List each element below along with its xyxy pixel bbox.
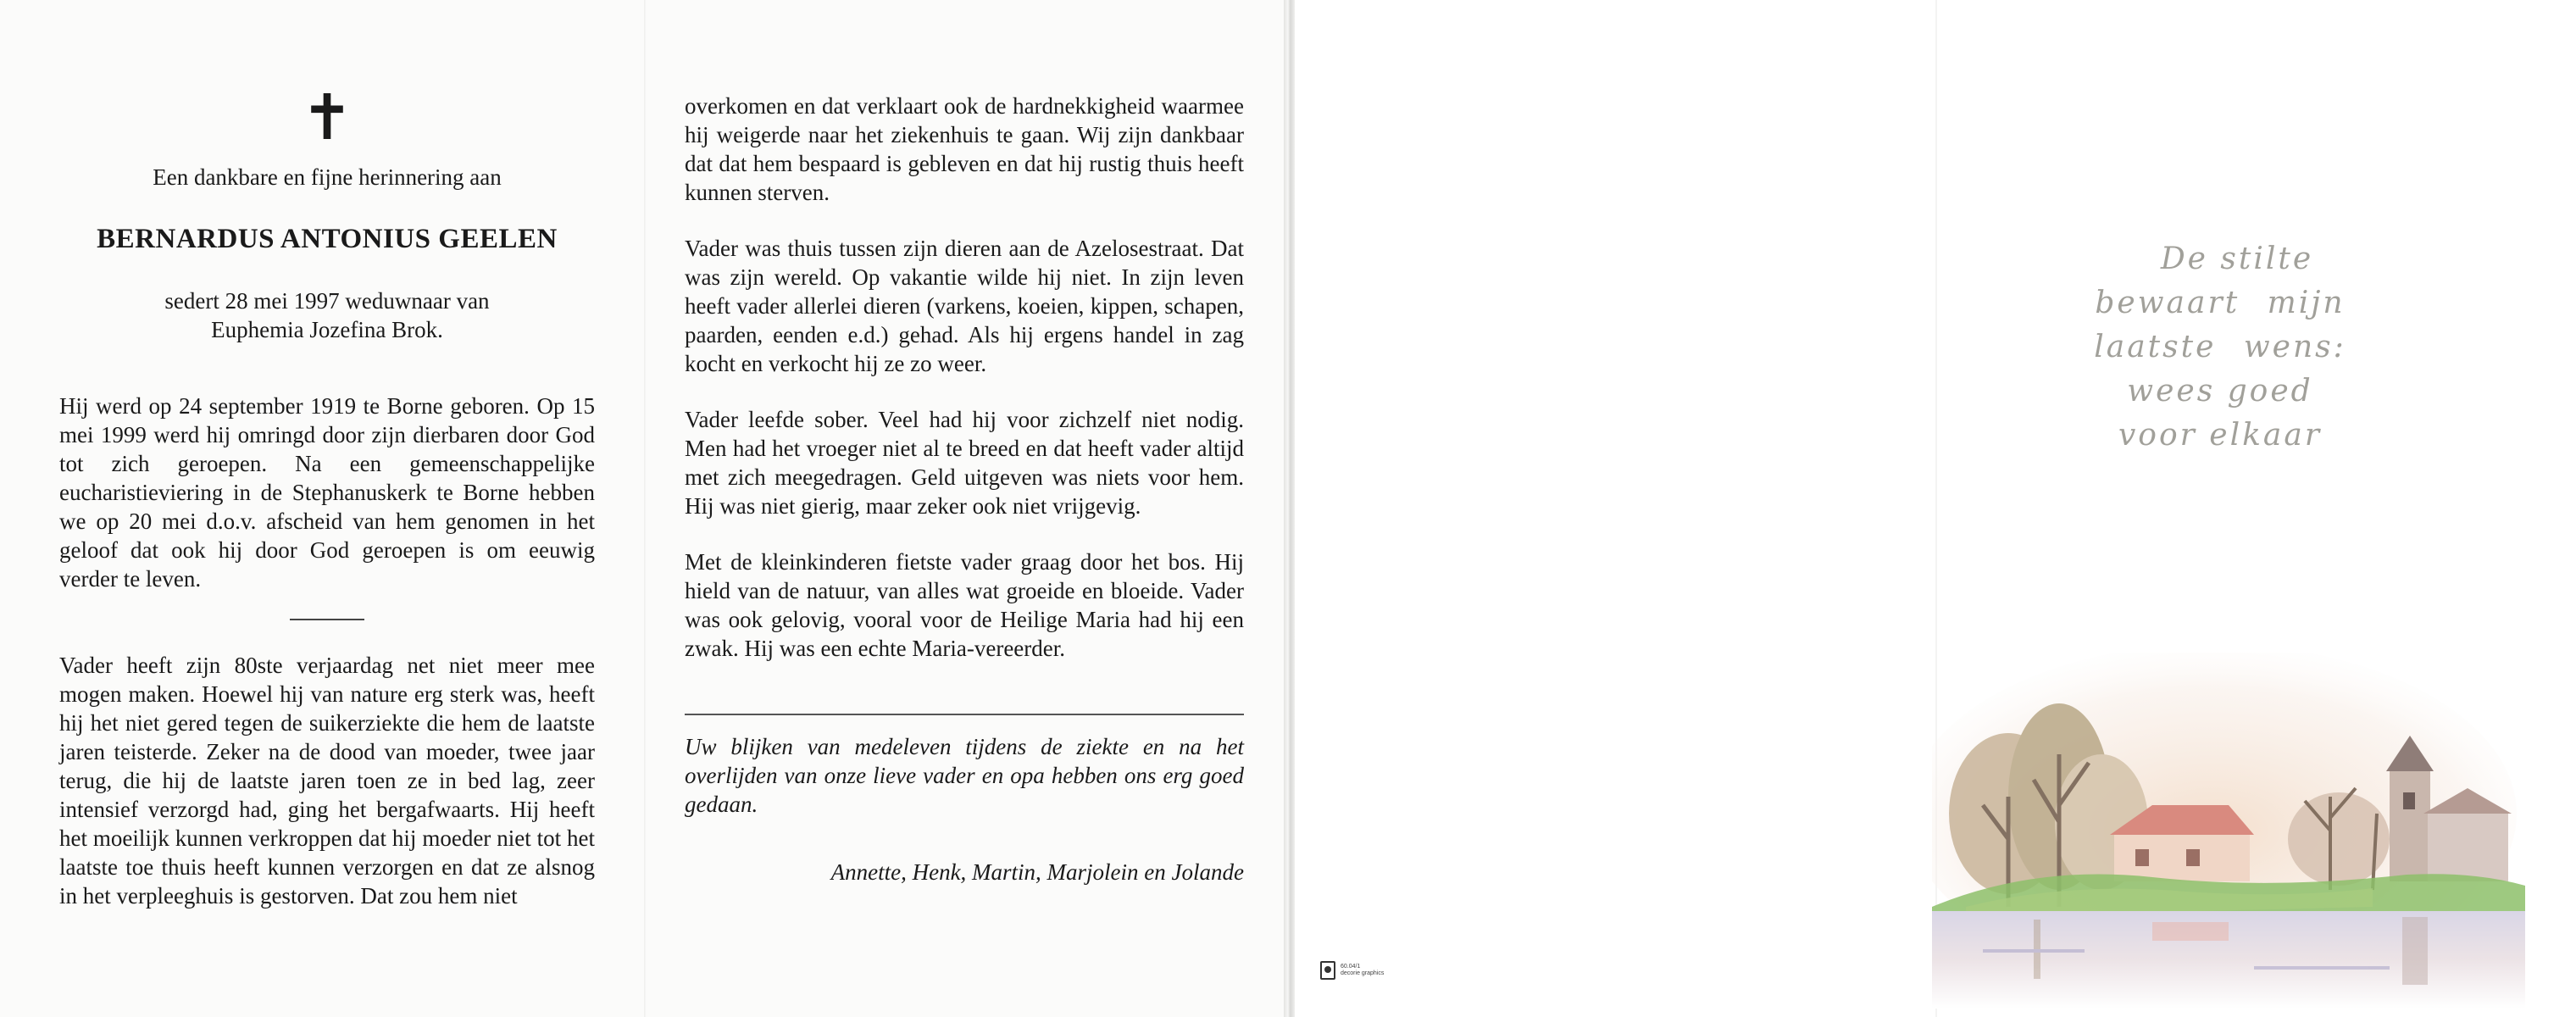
paragraph-illness: Vader heeft zijn 80ste verjaardag net niet meer mee mogen maken. Hoewel hij van nature erg sterk was, heeft hij het niet gered tegen de suikerziekte die hem de laatste jaren teisterde. Zeker na de dood van moeder, twee jaar terug, die hij de laatste jaren toen ze in bed lag, zeer intensief verzorgd had, ging het bergafwaarts. Hij heeft het moeilijk kunnen verkroppen dat hij moeder niet tot het laatste toe thuis heeft kunnen verzorgen en dat ze alsnog in het verpleeghuis is gestorven. Dat zou hem niet [59,653,595,909]
family-signature: Annette, Henk, Martin, Marjolein en Jolande [830,859,1244,885]
printer-mark [1320,961,1384,980]
card-spine [1284,0,1296,1017]
spouse-name: Euphemia Jozefina Brok. [211,317,443,342]
paragraph-birth-death: Hij werd op 24 september 1919 te Borne geboren. Op 15 mei 1999 werd hij omringd door zijn dierbaren door God tot zich geroepen. Na een gemeenschappelijke eucharistieviering in de Stephanuskerk te Borne hebben we op 20 mei d.o.v. afscheid van hem genomen in het geloof dat ook hij door God geroepen is om eeuwig verder te leven. [59,393,595,592]
paragraph-animals: Vader was thuis tussen zijn dieren aan de Azelosestraat. Dat was zijn wereld. Op vakantie wilde hij niet. In zijn leven heeft vader allerlei dieren (varkens, koeien, kippen, schapen, paarden, eenden e.d.) gehad. Als hij ergens handel in zag kocht en verkocht hij ze zo weer. [685,236,1244,376]
cross-icon: ✝ [300,84,353,153]
poem-line: voor elkaar [2118,418,2323,453]
printer-logo-icon [1320,961,1335,980]
widower-line: sedert 28 mei 1997 weduwnaar van [164,288,490,314]
deceased-name: BERNARDUS ANTONIUS GEELEN [97,224,558,254]
printer-brand: decorie graphics [1341,970,1385,976]
paragraph-sober: Vader leefde sober. Veel had hij voor zichzelf niet nodig. Men had het vroeger niet al te breed en dat heeft vader altijd met zich meegedragen. Geld uitgeven was niets voor hem. Hij was niet gierig, maar zeker ook niet vrijgevig. [685,407,1244,519]
middle-column [685,92,1244,886]
inner-fold-line [644,0,646,1017]
thanks-message: Uw blijken van medeleven tijdens de ziekte en na het overlijden van onze lieve vader en opa hebben ons erg goed gedaan. [685,734,1244,817]
poem-line: De stilte [2160,242,2314,276]
poem-line: wees goed [2127,374,2313,408]
printer-code: 60.04/1 [1341,964,1361,970]
landscape-illustration [1932,653,2525,1009]
intro-line: Een dankbare en fijne herinnering aan [153,164,502,190]
left-column [59,85,595,910]
thanks-rule [685,714,1244,715]
cover-poem [2025,237,2415,458]
divider [290,619,364,620]
paragraph-nature: Met de kleinkinderen fietste vader graag door het bos. Hij hield van de natuur, van alles wat groeide en bloeide. Vader was ook gelovig, vooral voor de Heilige Maria had hij een zwak. Hij was een echte Maria-vereerder. [685,549,1244,661]
poem-line: bewaart mijn laatste wens: [2094,286,2346,364]
paragraph-hospital: overkomen en dat verklaart ook de hardnekkigheid waarmee hij weigerde naar het ziekenhuis te gaan. Wij zijn dankbaar dat dat hem bespaard is gebleven en dat hij rustig thuis heeft kunnen sterven. [685,93,1244,205]
